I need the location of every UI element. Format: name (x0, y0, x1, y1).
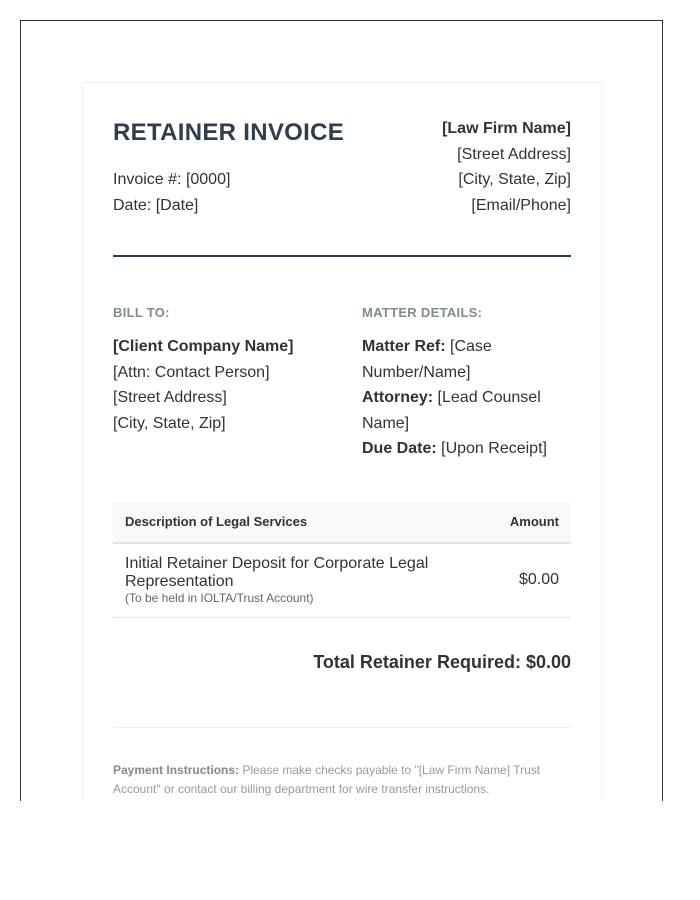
invoice-document (82, 82, 602, 801)
firm-city: [City, State, Zip] (458, 171, 571, 189)
matter-due-date (362, 436, 572, 462)
column-header-amount: Amount (509, 514, 559, 529)
firm-street: [Street Address] (457, 145, 571, 163)
invoice-date-label: Date: (113, 197, 156, 214)
services-table-header (113, 502, 571, 544)
matter-ref-value: [Case Number/Name] (362, 338, 492, 381)
bill-to-label: BILL TO: (113, 305, 170, 320)
payment-instructions (113, 761, 571, 799)
service-note: (To be held in IOLTA/Trust Account) (125, 591, 314, 605)
matter-ref-label: Matter Ref: (362, 338, 446, 355)
matter-details-label: MATTER DETAILS: (362, 305, 483, 320)
total-retainer: Total Retainer Required: $0.00 (313, 652, 571, 672)
firm-info (442, 116, 571, 218)
invoice-number (113, 171, 230, 189)
invoice-title: RETAINER INVOICE (113, 119, 345, 146)
invoice-date-value: [Date] (155, 197, 199, 214)
invoice-number-label: Invoice #: (113, 171, 186, 188)
bill-to-block (113, 334, 293, 436)
footer-divider (113, 727, 571, 728)
service-description: Initial Retainer Deposit for Corporate Legal Representation (125, 555, 429, 590)
column-header-description: Description of Legal Services (125, 514, 308, 529)
firm-contact: [Email/Phone] (471, 196, 571, 214)
client-attn: [Attn: Contact Person] (113, 363, 270, 381)
client-city: [City, State, Zip] (113, 414, 226, 432)
header-divider (113, 255, 571, 257)
matter-details-block (362, 334, 572, 462)
table-row-border (113, 617, 571, 618)
page-frame (20, 20, 663, 801)
service-amount: $0.00 (518, 571, 559, 588)
invoice-number-value: [0000] (185, 171, 231, 188)
matter-attorney (362, 385, 572, 436)
invoice-date (113, 197, 198, 215)
payment-instructions-text: Please make checks payable to "[Law Firm Name] Trust Account" or contact our billing department for wire transfer instructions. (113, 763, 541, 796)
attorney-label: Attorney: (362, 389, 434, 407)
payment-instructions-label: Payment Instructions: (113, 763, 240, 777)
client-street: [Street Address] (113, 389, 227, 407)
firm-name: [Law Firm Name] (442, 120, 571, 137)
attorney-value: [Lead Counsel Name] (362, 389, 541, 432)
due-date-label: Due Date: (362, 440, 437, 458)
due-date-value: [Upon Receipt] (436, 440, 547, 458)
matter-ref (362, 334, 572, 385)
client-company: [Client Company Name] (113, 338, 294, 355)
